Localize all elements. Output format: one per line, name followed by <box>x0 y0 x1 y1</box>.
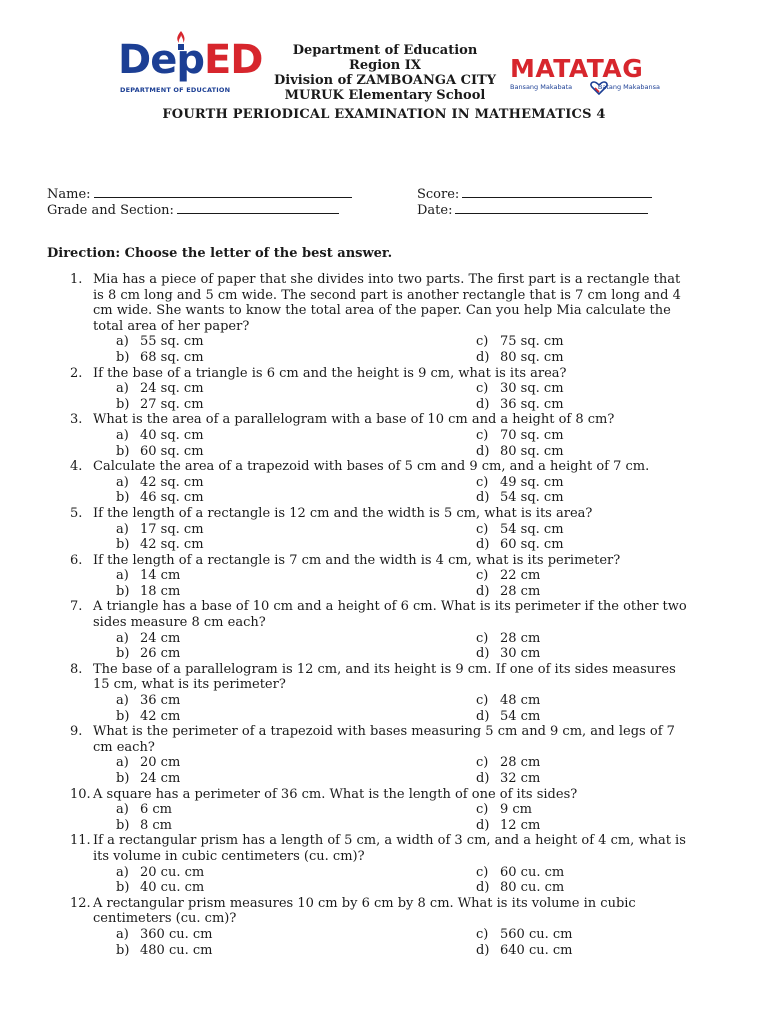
info-row-grade-date <box>47 202 727 218</box>
question-item <box>70 896 720 958</box>
choice-value: 70 sq. cm <box>500 427 564 443</box>
grade-section-label: Grade and Section: <box>47 203 174 218</box>
choice-letter: d) <box>476 490 490 506</box>
choice-row <box>116 444 720 460</box>
choice-value: 60 sq. cm <box>500 537 564 553</box>
choice-row <box>116 865 720 881</box>
question-text <box>93 787 720 803</box>
choice-c[interactable] <box>476 522 564 538</box>
choice-value: 54 sq. cm <box>500 521 564 537</box>
question-text-line: total area of her paper? <box>93 318 250 334</box>
choice-letter: a) <box>116 802 129 818</box>
choice-value: 12 cm <box>500 817 541 833</box>
choice-letter: c) <box>476 427 489 443</box>
date-label: Date: <box>417 203 453 218</box>
choice-row <box>116 943 720 959</box>
choice-letter: c) <box>476 381 489 397</box>
choice-value: 42 sq. cm <box>140 537 204 553</box>
choice-a[interactable] <box>116 631 180 647</box>
choice-value: 20 cu. cm <box>140 864 205 880</box>
choice-row <box>116 428 720 444</box>
choice-letter: b) <box>116 396 130 412</box>
choice-value: 6 cm <box>140 802 173 818</box>
choice-letter: a) <box>116 521 129 537</box>
choice-a[interactable] <box>116 693 180 709</box>
choice-row <box>116 927 720 943</box>
choice-b[interactable] <box>116 490 204 506</box>
choice-letter: c) <box>476 334 489 350</box>
deped-wordmark-dep: Dep <box>118 37 204 83</box>
answer-choices <box>116 755 720 786</box>
choice-value: 24 sq. cm <box>140 381 204 397</box>
choice-d[interactable] <box>476 880 564 896</box>
choice-value: 8 cm <box>140 817 173 833</box>
date-line[interactable] <box>455 202 648 214</box>
choice-letter: b) <box>116 583 130 599</box>
choice-value: 17 sq. cm <box>140 521 204 537</box>
choice-value: 20 cm <box>140 755 181 771</box>
choice-letter: d) <box>476 942 490 958</box>
question-text-line: centimeters (cu. cm)? <box>93 911 237 927</box>
header-text <box>270 43 500 103</box>
header-line-department: Department of Education <box>292 43 478 58</box>
choice-b[interactable] <box>116 537 204 553</box>
matatag-tagline <box>510 83 660 91</box>
choice-value: 55 sq. cm <box>140 334 204 350</box>
choice-letter: b) <box>116 817 130 833</box>
question-text-line: Calculate the area of a trapezoid with bases of 5 cm and 9 cm, and a height of 7 cm. <box>93 459 650 475</box>
choice-letter: b) <box>116 708 130 724</box>
choice-row <box>116 537 720 553</box>
grade-section-line[interactable] <box>177 202 339 214</box>
choice-row <box>116 350 720 366</box>
choice-letter: a) <box>116 334 129 350</box>
question-number: 9. <box>70 724 83 740</box>
choice-b[interactable] <box>116 350 204 366</box>
choice-value: 60 cu. cm <box>500 864 565 880</box>
choice-letter: d) <box>476 537 490 553</box>
choice-letter: a) <box>116 474 129 490</box>
choice-row <box>116 693 720 709</box>
choice-d[interactable] <box>476 350 564 366</box>
choice-value: 30 sq. cm <box>500 381 564 397</box>
choice-c[interactable] <box>476 568 540 584</box>
choice-value: 40 cu. cm <box>140 880 205 896</box>
choice-letter: c) <box>476 693 489 709</box>
choice-letter: a) <box>116 381 129 397</box>
question-item <box>70 366 720 413</box>
name-field[interactable] <box>47 186 352 203</box>
answer-choices <box>116 334 720 365</box>
choice-b[interactable] <box>116 880 204 896</box>
matatag-wordmark: MATATAG <box>510 54 644 83</box>
document-header <box>0 0 768 130</box>
choice-a[interactable] <box>116 381 204 397</box>
choice-letter: b) <box>116 490 130 506</box>
choice-value: 22 cm <box>500 568 541 584</box>
choice-a[interactable] <box>116 428 204 444</box>
choice-row <box>116 584 720 600</box>
choice-letter: c) <box>476 474 489 490</box>
answer-choices <box>116 865 720 896</box>
choice-letter: b) <box>116 443 130 459</box>
question-text-line: its volume in cubic centimeters (cu. cm)? <box>93 848 365 864</box>
question-text-line: cm each? <box>93 739 155 755</box>
question-text-line: If the length of a rectangle is 12 cm and the width is 5 cm, what is its area? <box>93 505 593 521</box>
choice-value: 28 cm <box>500 755 541 771</box>
deped-wordmark-ed: ED <box>203 37 263 83</box>
choice-value: 14 cm <box>140 568 181 584</box>
choice-letter: a) <box>116 926 129 942</box>
question-text-line: is 8 cm long and 5 cm wide. The second part is another rectangle that is 7 cm long and 4 <box>93 287 681 303</box>
header-line-division: Division of ZAMBOANGA CITY <box>274 73 496 88</box>
header-line-region: Region IX <box>349 58 421 73</box>
choice-row <box>116 381 720 397</box>
question-text-line: A triangle has a base of 10 cm and a height of 6 cm. What is its perimeter if the other two <box>93 599 687 615</box>
question-item <box>70 412 720 459</box>
date-field[interactable] <box>417 202 648 219</box>
deped-wordmark <box>118 36 263 84</box>
choice-a[interactable] <box>116 334 204 350</box>
question-number: 7. <box>70 599 83 615</box>
question-number: 5. <box>70 505 83 521</box>
question-number: 4. <box>70 459 83 475</box>
choice-letter: d) <box>476 349 490 365</box>
choice-letter: a) <box>116 568 129 584</box>
choice-letter: b) <box>116 771 130 786</box>
info-row-name-score <box>47 186 727 202</box>
question-number: 1. <box>70 272 83 287</box>
choice-value: 640 cu. cm <box>500 942 573 958</box>
choice-letter: d) <box>476 646 490 662</box>
student-info <box>47 186 727 218</box>
question-item <box>70 506 720 553</box>
choice-a[interactable] <box>116 865 204 881</box>
question-text-line: cm wide. She wants to know the total area of the paper. Can you help Mia calculate the <box>93 303 671 319</box>
choice-value: 32 cm <box>500 771 541 786</box>
choice-value: 36 sq. cm <box>500 396 564 412</box>
choice-value: 480 cu. cm <box>140 942 213 958</box>
choice-value: 560 cu. cm <box>500 926 573 942</box>
choice-row <box>116 334 720 350</box>
matatag-tagline-right: Batang Makabansa <box>597 83 660 91</box>
question-number: 2. <box>70 365 83 381</box>
question-text <box>93 272 720 334</box>
answer-choices <box>116 693 720 724</box>
choice-d[interactable] <box>476 818 540 834</box>
question-item <box>70 553 720 600</box>
question-text <box>93 896 720 927</box>
choice-value: 54 sq. cm <box>500 490 564 506</box>
choice-letter: c) <box>476 521 489 537</box>
question-text <box>93 553 720 569</box>
choice-c[interactable] <box>476 428 564 444</box>
choice-value: 42 cm <box>140 708 181 724</box>
grade-section-field[interactable] <box>47 202 339 219</box>
choice-row <box>116 397 720 413</box>
question-text <box>93 412 720 428</box>
heart-hands-icon <box>590 81 608 95</box>
question-text-line: If the length of a rectangle is 7 cm and the width is 4 cm, what is its perimeter? <box>93 552 621 568</box>
choice-b[interactable] <box>116 397 204 413</box>
choice-letter: a) <box>116 427 129 443</box>
choice-letter: c) <box>476 630 489 646</box>
choice-value: 42 sq. cm <box>140 474 204 490</box>
choice-d[interactable] <box>476 490 564 506</box>
choice-value: 28 cm <box>500 630 541 646</box>
choice-d[interactable] <box>476 771 540 787</box>
choice-letter: c) <box>476 802 489 818</box>
choice-value: 9 cm <box>500 802 533 818</box>
choice-value: 36 cm <box>140 693 181 709</box>
question-text <box>93 833 720 864</box>
choice-d[interactable] <box>476 646 540 662</box>
matatag-logo <box>510 55 670 100</box>
choice-c[interactable] <box>476 755 540 771</box>
question-item <box>70 459 720 506</box>
choice-value: 54 cm <box>500 708 541 724</box>
choice-row <box>116 709 720 725</box>
choice-letter: c) <box>476 755 489 771</box>
choice-letter: c) <box>476 568 489 584</box>
choice-c[interactable] <box>476 927 572 943</box>
choice-value: 60 sq. cm <box>140 443 204 459</box>
question-text <box>93 724 720 755</box>
answer-choices <box>116 802 720 833</box>
choice-d[interactable] <box>476 444 564 460</box>
choice-a[interactable] <box>116 927 212 943</box>
question-number: 10. <box>70 786 91 802</box>
name-label: Name: <box>47 187 91 202</box>
question-item <box>70 833 720 895</box>
question-item <box>70 724 720 786</box>
choice-value: 30 cm <box>500 646 541 662</box>
choice-b[interactable] <box>116 818 172 834</box>
choice-letter: d) <box>476 880 490 896</box>
answer-choices <box>116 927 720 958</box>
question-item <box>70 787 720 834</box>
score-label: Score: <box>417 187 460 202</box>
question-text <box>93 459 720 475</box>
choice-letter: d) <box>476 708 490 724</box>
choice-value: 24 cm <box>140 771 181 786</box>
choice-value: 48 cm <box>500 693 541 709</box>
choice-row <box>116 646 720 662</box>
choice-letter: a) <box>116 864 129 880</box>
exam-title: FOURTH PERIODICAL EXAMINATION IN MATHEMATICS 4 <box>162 107 606 122</box>
question-text-line: The base of a parallelogram is 12 cm, and its height is 9 cm. If one of its sides measures <box>93 661 676 677</box>
question-text-line: A square has a perimeter of 36 cm. What is the length of one of its sides? <box>93 786 578 802</box>
choice-a[interactable] <box>116 802 172 818</box>
choice-b[interactable] <box>116 646 180 662</box>
choice-letter: b) <box>116 942 130 958</box>
choice-a[interactable] <box>116 568 180 584</box>
score-line[interactable] <box>462 186 652 198</box>
direction-text: Direction: Choose the letter of the best answer. <box>47 246 393 261</box>
choice-c[interactable] <box>476 865 564 881</box>
question-text-line: What is the area of a parallelogram with a base of 10 cm and a height of 8 cm? <box>93 412 615 428</box>
question-item <box>70 662 720 724</box>
choice-row <box>116 490 720 506</box>
choice-c[interactable] <box>476 381 564 397</box>
choice-b[interactable] <box>116 444 204 460</box>
question-number: 8. <box>70 661 83 677</box>
choice-c[interactable] <box>476 802 532 818</box>
answer-choices <box>116 381 720 412</box>
choice-row <box>116 880 720 896</box>
answer-choices <box>116 475 720 506</box>
choice-d[interactable] <box>476 537 564 553</box>
question-text-line: If the base of a triangle is 6 cm and the height is 9 cm, what is its area? <box>93 365 567 381</box>
choice-letter: a) <box>116 630 129 646</box>
choice-d[interactable] <box>476 943 572 959</box>
answer-choices <box>116 522 720 553</box>
choice-letter: b) <box>116 880 130 896</box>
question-text-line: If a rectangular prism has a length of 5 cm, a width of 3 cm, and a height of 4 cm, what is <box>93 833 686 849</box>
score-field[interactable] <box>417 186 652 203</box>
deped-logo <box>118 30 263 102</box>
choice-letter: d) <box>476 583 490 599</box>
choice-value: 68 sq. cm <box>140 349 204 365</box>
choice-value: 80 sq. cm <box>500 349 564 365</box>
choice-row <box>116 771 720 787</box>
choice-c[interactable] <box>476 631 540 647</box>
question-text <box>93 506 720 522</box>
question-text-line: 15 cm, what is its perimeter? <box>93 677 286 693</box>
choice-value: 360 cu. cm <box>140 926 213 942</box>
choice-letter: a) <box>116 755 129 771</box>
choice-a[interactable] <box>116 522 204 538</box>
question-number: 11. <box>70 833 91 849</box>
choice-value: 80 sq. cm <box>500 443 564 459</box>
choice-c[interactable] <box>476 334 564 350</box>
choice-value: 46 sq. cm <box>140 490 204 506</box>
choice-row <box>116 631 720 647</box>
choice-value: 40 sq. cm <box>140 427 204 443</box>
choice-letter: b) <box>116 349 130 365</box>
question-item <box>70 599 720 661</box>
question-text-line: What is the perimeter of a trapezoid with bases measuring 5 cm and 9 cm, and legs of 7 <box>93 724 675 740</box>
choice-letter: b) <box>116 537 130 553</box>
header-line-school: MURUK Elementary School <box>284 88 486 103</box>
question-number: 3. <box>70 412 83 428</box>
question-text <box>93 366 720 382</box>
choice-value: 27 sq. cm <box>140 396 204 412</box>
question-text-line: Mia has a piece of paper that she divides into two parts. The first part is a rectangle that <box>93 272 681 287</box>
choice-letter: a) <box>116 693 129 709</box>
choice-letter: c) <box>476 926 489 942</box>
question-text <box>93 662 720 693</box>
choice-row <box>116 755 720 771</box>
choice-value: 80 cu. cm <box>500 880 565 896</box>
answer-choices <box>116 428 720 459</box>
choice-value: 24 cm <box>140 630 181 646</box>
answer-choices <box>116 631 720 662</box>
choice-value: 49 sq. cm <box>500 474 564 490</box>
choice-row <box>116 802 720 818</box>
choice-value: 26 cm <box>140 646 181 662</box>
choice-d[interactable] <box>476 397 564 413</box>
choice-letter: d) <box>476 771 490 786</box>
choice-letter: d) <box>476 396 490 412</box>
choice-row <box>116 818 720 834</box>
choice-value: 28 cm <box>500 583 541 599</box>
choice-letter: b) <box>116 646 130 662</box>
choice-letter: d) <box>476 817 490 833</box>
choice-row <box>116 475 720 491</box>
choice-a[interactable] <box>116 755 180 771</box>
choice-d[interactable] <box>476 709 540 725</box>
choice-value: 75 sq. cm <box>500 334 564 350</box>
matatag-tagline-left: Bansang Makabata <box>510 83 573 91</box>
choice-b[interactable] <box>116 943 212 959</box>
answer-choices <box>116 568 720 599</box>
question-text <box>93 599 720 630</box>
choice-c[interactable] <box>476 693 540 709</box>
question-number: 6. <box>70 552 83 568</box>
name-line[interactable] <box>94 186 352 198</box>
choice-b[interactable] <box>116 584 180 600</box>
choice-b[interactable] <box>116 771 180 787</box>
question-number: 12. <box>70 895 91 911</box>
choice-b[interactable] <box>116 709 180 725</box>
question-text-line: A rectangular prism measures 10 cm by 6 cm by 8 cm. What is its volume in cubic <box>93 895 636 911</box>
deped-subtitle: DEPARTMENT OF EDUCATION <box>120 86 231 94</box>
choice-letter: d) <box>476 443 490 459</box>
choice-value: 18 cm <box>140 583 181 599</box>
question-list <box>70 272 720 958</box>
choice-row <box>116 568 720 584</box>
choice-a[interactable] <box>116 475 204 491</box>
question-text-line: sides measure 8 cm each? <box>93 615 266 631</box>
choice-d[interactable] <box>476 584 540 600</box>
choice-letter: c) <box>476 864 489 880</box>
choice-row <box>116 522 720 538</box>
choice-c[interactable] <box>476 475 564 491</box>
question-item <box>70 272 720 366</box>
